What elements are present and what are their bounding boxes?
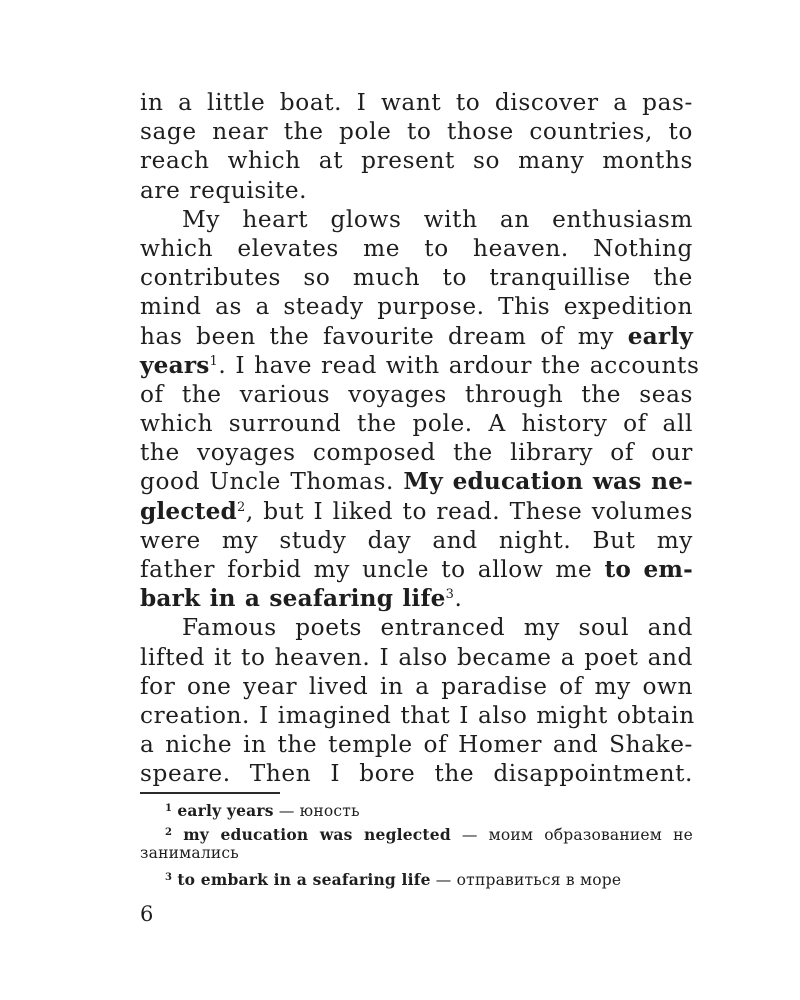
text-line xyxy=(140,497,693,526)
text-line: the voyages composed the library of our xyxy=(140,439,693,467)
text-segment: has been the favourite dream of my xyxy=(140,322,614,350)
text-line: creation. I imagined that I also might obtain xyxy=(140,701,695,729)
text-line xyxy=(140,555,693,584)
text-line: speare. Then I bore the disappointment. xyxy=(140,760,693,788)
text-segment: father forbid my uncle to allow me xyxy=(140,556,593,583)
footnote-term: my education was neglected xyxy=(183,825,451,844)
text-line: a niche in the temple of Homer and Shake- xyxy=(140,731,693,759)
text-segment: . xyxy=(454,585,463,613)
text-line: in a little boat. I want to discover a pas- xyxy=(140,89,693,116)
footnotes xyxy=(140,798,693,888)
footnote-dash: — xyxy=(278,802,295,820)
footnote-ref[interactable]: 1 xyxy=(209,353,219,369)
glossed-term: My education was ne- xyxy=(403,468,693,496)
footnote-ref[interactable]: 2 xyxy=(236,499,246,515)
text-line: sage near the pole to those countries, to xyxy=(140,118,693,146)
footnote-number: 2 xyxy=(165,827,173,838)
text-line: contributes so much to tranquillise the xyxy=(140,264,693,292)
footnote-ref[interactable]: 3 xyxy=(445,587,455,603)
glossed-term: glected xyxy=(140,497,237,525)
text-line: Famous poets entranced my soul and xyxy=(182,614,693,642)
text-line: for one year lived in a paradise of my own xyxy=(140,672,693,700)
footnote-translation: моим образованием не xyxy=(488,826,693,844)
text-line xyxy=(140,584,693,613)
text-segment: good Uncle Thomas. xyxy=(140,468,394,496)
footnote-term: early years xyxy=(177,801,274,820)
text-line: are requisite. xyxy=(140,176,308,204)
text-segment: . I have read with ardour the accounts xyxy=(218,351,700,379)
glossed-term: bark in a seafaring life xyxy=(140,585,446,613)
footnote-separator xyxy=(140,792,280,794)
footnote xyxy=(140,822,693,843)
glossed-term: early xyxy=(627,322,693,350)
footnote-number: 1 xyxy=(165,803,173,814)
text-line xyxy=(140,322,693,351)
text-line: which elevates me to heaven. Nothing xyxy=(140,234,693,262)
text-line: mind as a steady purpose. This expedition xyxy=(140,293,693,321)
text-line: were my study day and night. But my xyxy=(140,526,693,554)
glossed-term: years xyxy=(140,351,210,379)
text-segment: , but I liked to read. These volumes xyxy=(245,497,693,525)
footnote-translation: юность xyxy=(299,802,360,820)
footnote-number: 3 xyxy=(165,872,173,883)
text-line: lifted it to heaven. I also became a poet and xyxy=(140,643,693,671)
page-number: 6 xyxy=(140,902,154,926)
footnote xyxy=(140,798,693,819)
glossed-term: to em- xyxy=(604,556,693,583)
text-line: which surround the pole. A history of all xyxy=(140,410,693,438)
footnote-dash: — xyxy=(435,871,452,889)
text-line xyxy=(140,351,700,380)
footnote-dash: — xyxy=(461,826,478,844)
text-line: of the various voyages through the seas xyxy=(140,380,693,408)
footnote xyxy=(140,867,693,888)
footnote-term: to embark in a seafaring life xyxy=(177,870,431,889)
book-page-text xyxy=(140,88,700,789)
text-line: reach which at present so many months xyxy=(140,147,693,175)
footnote-translation: отправиться в море xyxy=(456,871,622,889)
text-line xyxy=(140,467,693,496)
footnote-continuation: занимались xyxy=(140,844,239,862)
text-line: My heart glows with an enthusiasm xyxy=(182,205,693,233)
